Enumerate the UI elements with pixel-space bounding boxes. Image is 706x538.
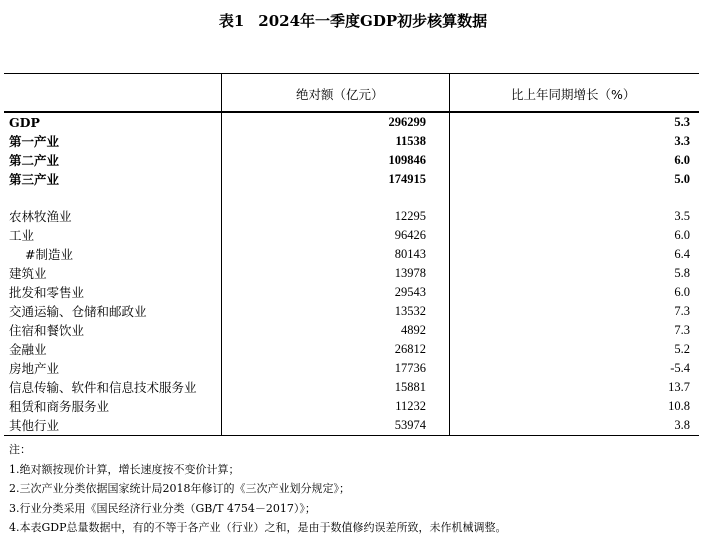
row-name: 第三产业 xyxy=(9,172,60,187)
row-name: 金融业 xyxy=(9,342,47,357)
row-growth: 7.3 xyxy=(674,323,690,337)
table-row xyxy=(4,340,699,359)
row-growth: 3.3 xyxy=(674,134,690,148)
row-value: 13532 xyxy=(394,304,426,318)
row-name: 批发和零售业 xyxy=(9,285,85,300)
row-name: 交通运输、仓储和邮政业 xyxy=(9,304,147,319)
row-growth: 5.0 xyxy=(674,172,690,186)
row-growth: 6.0 xyxy=(674,285,690,299)
row-value: 109846 xyxy=(388,153,426,167)
table-row xyxy=(4,113,699,132)
row-name: 建筑业 xyxy=(9,266,47,281)
row-value: 4892 xyxy=(401,323,426,337)
row-name: 第一产业 xyxy=(9,134,60,149)
table-row xyxy=(4,207,699,226)
row-value: 53974 xyxy=(394,418,426,432)
row-growth: 6.0 xyxy=(674,153,690,167)
row-value: 29543 xyxy=(394,285,426,299)
row-value: 12295 xyxy=(394,209,426,223)
row-name: GDP xyxy=(9,115,40,130)
table-row xyxy=(4,170,699,189)
table-row xyxy=(4,283,699,302)
table-row xyxy=(4,132,699,151)
note-item: 4.本表GDP总量数据中，有的不等于各产业（行业）之和，是由于数值修约误差所致，未作机械调整。 xyxy=(9,521,507,534)
row-growth: 6.0 xyxy=(674,228,690,242)
note-item: 2.三次产业分类依据国家统计局2018年修订的《三次产业划分规定》； xyxy=(9,482,350,495)
note-item: 1.绝对额按现价计算，增长速度按不变价计算； xyxy=(9,462,240,476)
table-title xyxy=(0,10,706,31)
row-name: 房地产业 xyxy=(9,361,60,376)
row-growth: 3.8 xyxy=(674,418,690,432)
row-name: 农林牧渔业 xyxy=(9,209,72,224)
table-row xyxy=(4,151,699,170)
table-row xyxy=(4,397,699,416)
row-value: 11232 xyxy=(395,399,426,413)
table-number: 表1 xyxy=(218,12,245,30)
table-row xyxy=(4,378,699,397)
table-title-text: 2024年一季度GDP初步核算数据 xyxy=(258,12,488,30)
row-value: 17736 xyxy=(394,361,426,375)
row-value: 296299 xyxy=(388,115,426,129)
row-value: 80143 xyxy=(394,247,426,261)
table-row xyxy=(4,226,699,245)
table-row xyxy=(4,264,699,283)
row-growth: 5.8 xyxy=(674,266,690,280)
row-name: 住宿和餐饮业 xyxy=(9,323,85,338)
header-growth-rate: 比上年同期增长（%） xyxy=(511,87,636,102)
row-name: 工业 xyxy=(9,228,35,243)
table-row xyxy=(4,321,699,340)
row-growth: 7.3 xyxy=(674,304,690,318)
row-value: 96426 xyxy=(394,228,426,242)
row-growth: 6.4 xyxy=(674,247,690,261)
row-name: 其他行业 xyxy=(9,418,60,433)
table-bottom-border xyxy=(4,435,699,436)
row-name: 租赁和商务服务业 xyxy=(9,399,110,414)
table-top-border xyxy=(4,73,699,74)
note-item: 3.行业分类采用《国民经济行业分类（GB/T 4754－2017）》； xyxy=(9,501,316,515)
row-value: 15881 xyxy=(394,380,426,394)
table-row xyxy=(4,245,699,264)
row-value: 13978 xyxy=(394,266,426,280)
table-row xyxy=(4,302,699,321)
row-value: 11538 xyxy=(395,134,426,148)
row-name: 第二产业 xyxy=(9,153,60,168)
row-value: 174915 xyxy=(388,172,426,186)
row-growth: 3.5 xyxy=(674,209,690,223)
row-growth: 5.2 xyxy=(674,342,690,356)
table-row xyxy=(4,359,699,378)
row-name: #制造业 xyxy=(25,247,73,262)
row-growth: 10.8 xyxy=(668,399,690,413)
row-growth: 5.3 xyxy=(674,115,690,129)
table-row xyxy=(4,416,699,435)
row-name: 信息传输、软件和信息技术服务业 xyxy=(9,380,197,395)
row-growth: 13.7 xyxy=(668,380,690,394)
row-growth: -5.4 xyxy=(670,361,690,375)
notes xyxy=(9,440,507,538)
header-absolute-value: 绝对额（亿元） xyxy=(296,87,384,102)
row-value: 26812 xyxy=(394,342,426,356)
notes-label: 注： xyxy=(9,443,31,456)
